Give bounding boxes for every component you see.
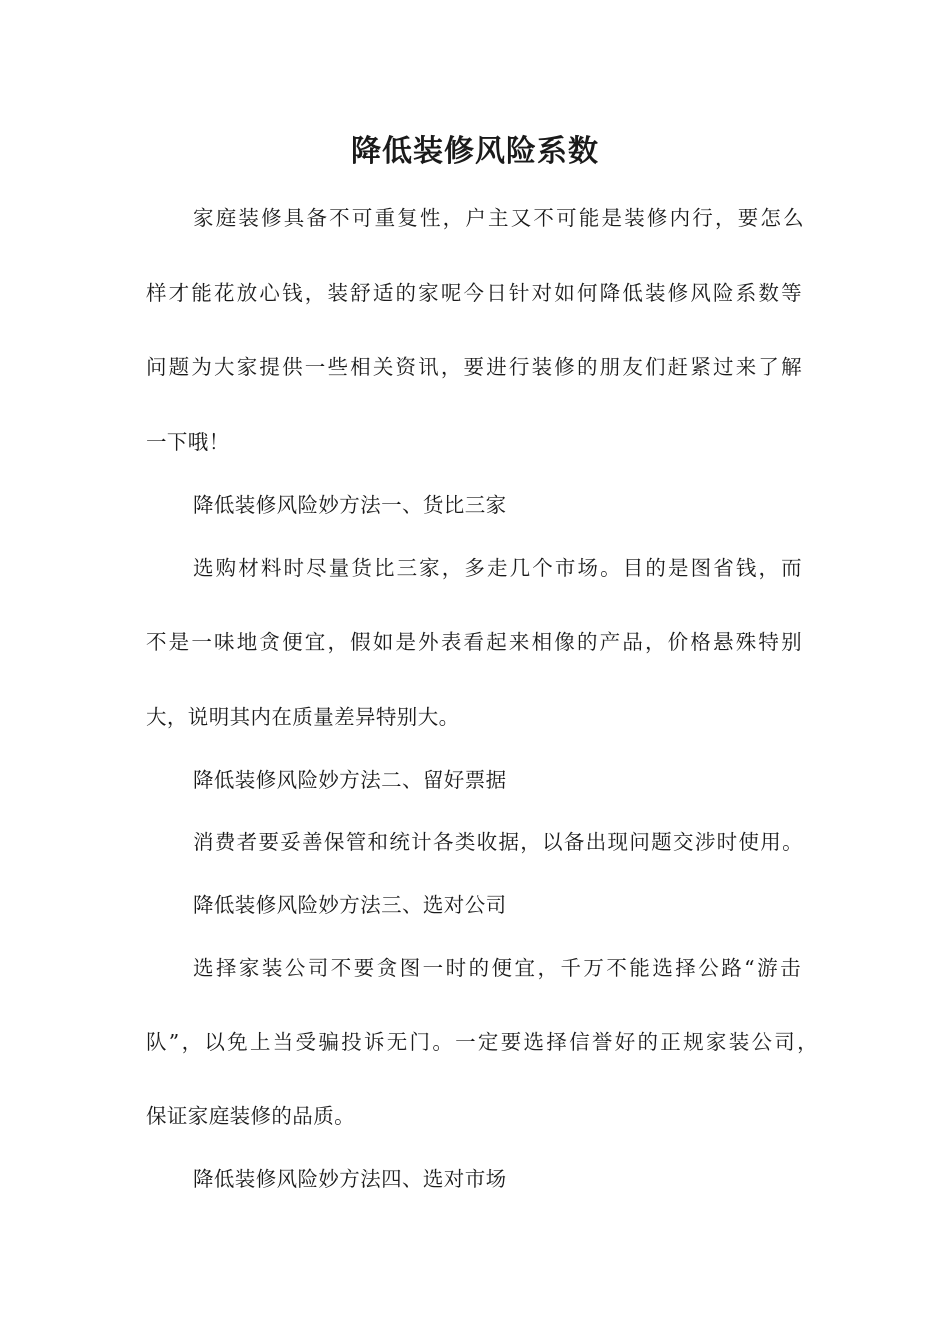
paragraph-line: 问题为大家提供一些相关资讯，要进行装修的朋友们赶紧过来了解 bbox=[146, 355, 802, 379]
section-heading: 降低装修风险妙方法一、货比三家 bbox=[193, 493, 507, 517]
paragraph-line: 家庭装修具备不可重复性，户主又不可能是装修内行，要怎么 bbox=[193, 206, 804, 230]
paragraph-line: 样才能花放心钱，装舒适的家呢今日针对如何降低装修风险系数等 bbox=[146, 281, 802, 305]
paragraph-line: 队”，以免上当受骗投诉无门。一定要选择信誉好的正规家装公司， bbox=[146, 1030, 818, 1054]
paragraph-line: 一下哦！ bbox=[146, 430, 230, 454]
paragraph-line: 大，说明其内在质量差异特别大。 bbox=[146, 705, 460, 729]
paragraph-line: 选购材料时尽量货比三家，多走几个市场。目的是图省钱，而 bbox=[193, 556, 802, 580]
section-heading: 降低装修风险妙方法二、留好票据 bbox=[193, 768, 507, 792]
paragraph-line: 消费者要妥善保管和统计各类收据，以备出现问题交涉时使用。 bbox=[193, 830, 803, 854]
paragraph-line: 保证家庭装修的品质。 bbox=[146, 1104, 355, 1128]
document-title: 降低装修风险系数 bbox=[351, 134, 599, 169]
section-heading: 降低装修风险妙方法四、选对市场 bbox=[193, 1167, 507, 1191]
paragraph-line: 选择家装公司不要贪图一时的便宜，千万不能选择公路“游击 bbox=[193, 956, 801, 980]
section-heading: 降低装修风险妙方法三、选对公司 bbox=[193, 893, 507, 917]
paragraph-line: 不是一味地贪便宜，假如是外表看起来相像的产品，价格悬殊特别 bbox=[146, 630, 802, 654]
